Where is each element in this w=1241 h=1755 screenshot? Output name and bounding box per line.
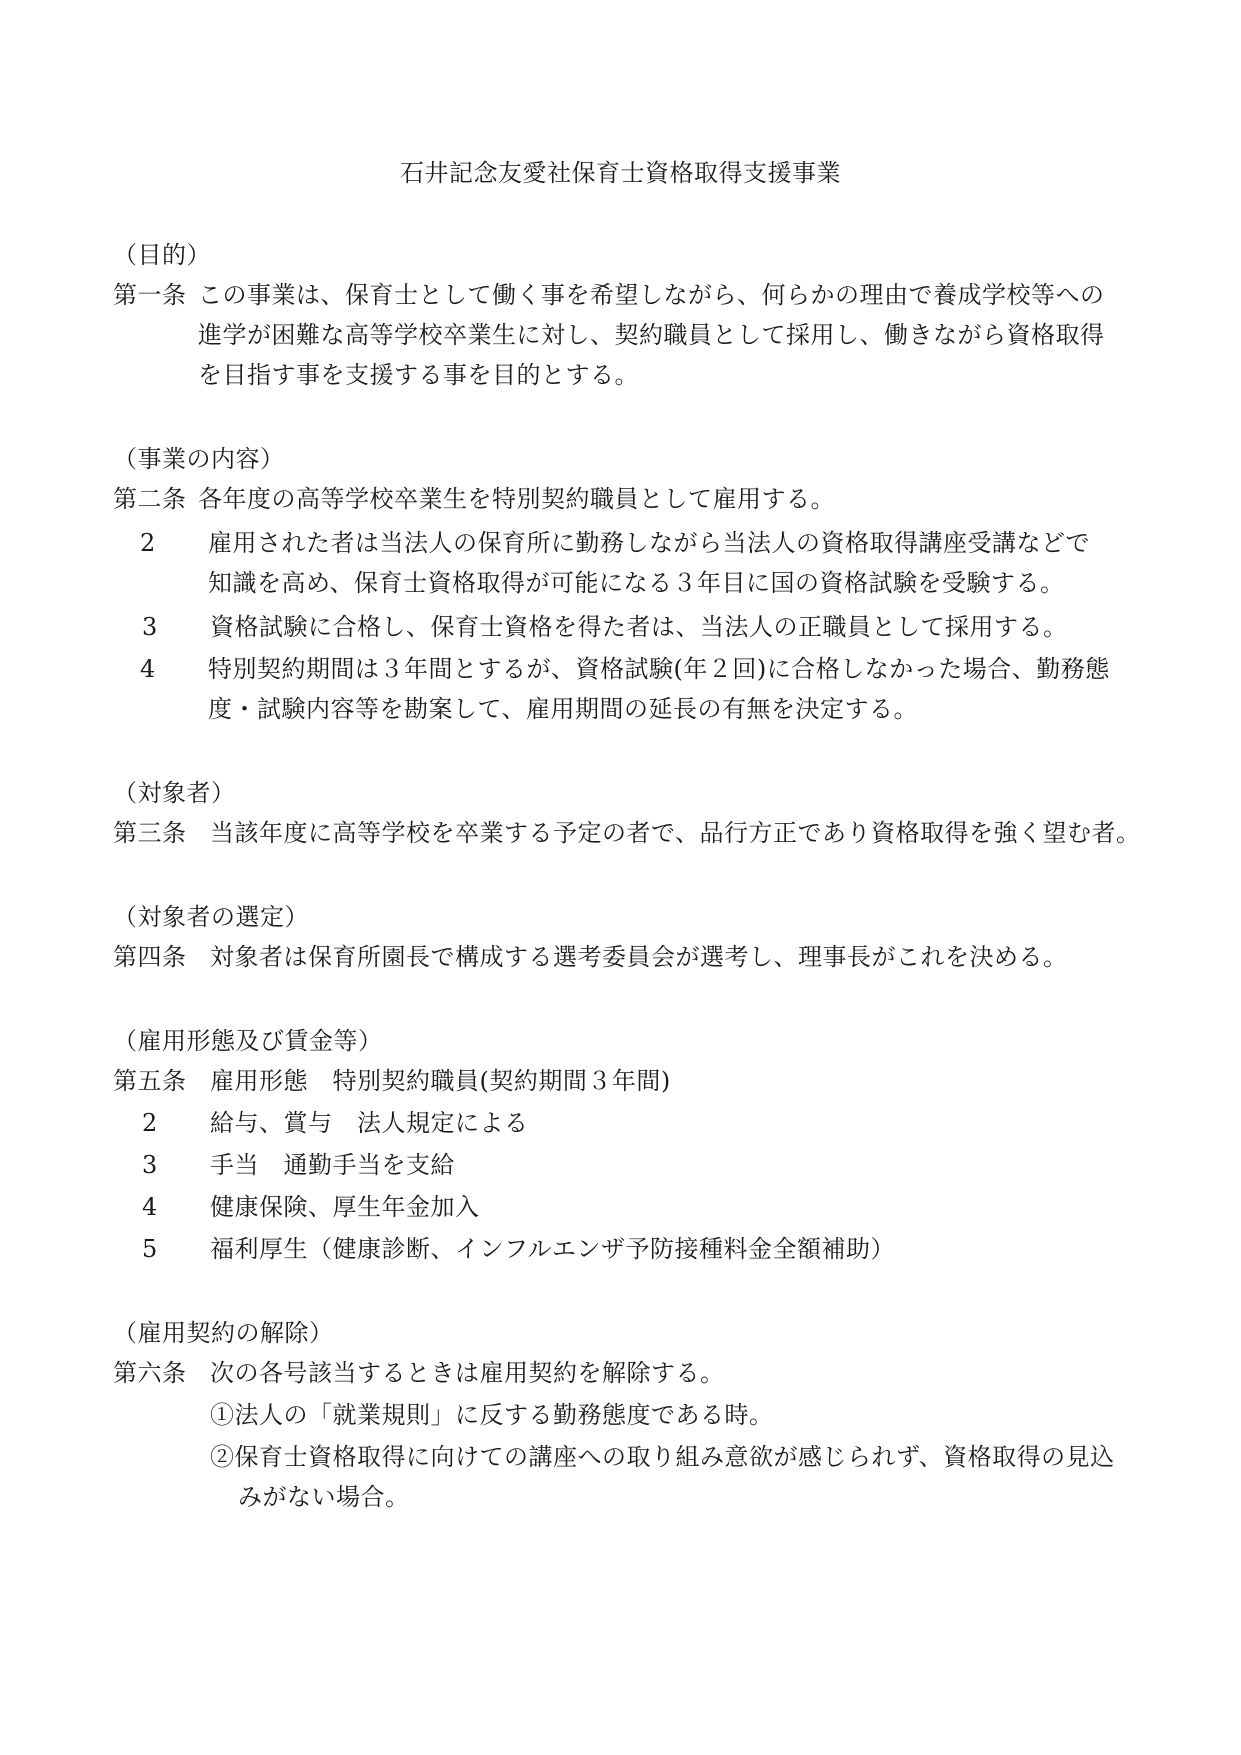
article-2-item-2-line-2: 知識を高め、保育士資格取得が可能になる３年目に国の資格試験を受験する。 — [208, 569, 1065, 597]
section-heading-selection: （対象者の選定） — [113, 903, 309, 931]
article-label-4: 第四条 — [113, 943, 187, 971]
article-1-line-1: この事業は、保育士として働く事を希望しながら、何らかの理由で養成学校等への — [198, 281, 1105, 309]
section-heading-target: （対象者） — [113, 779, 236, 807]
document-title: 石井記念友愛社保育士資格取得支援事業 — [400, 159, 841, 187]
article-label-6: 第六条 — [113, 1359, 187, 1387]
item-number: 2 — [142, 1109, 158, 1137]
item-number: 2 — [140, 529, 156, 557]
item-number: 4 — [140, 655, 156, 683]
article-label-3: 第三条 — [113, 819, 187, 847]
article-label-2: 第二条 — [113, 485, 187, 513]
article-3-line-1: 当該年度に高等学校を卒業する予定の者で、品行方正であり資格取得を強く望む者。 — [210, 819, 1141, 847]
section-heading-employment: （雇用形態及び賃金等） — [113, 1027, 383, 1055]
article-label-1: 第一条 — [113, 281, 187, 309]
item-number: 3 — [142, 613, 158, 641]
article-5-item-3: 手当 通勤手当を支給 — [210, 1151, 455, 1179]
article-5-item-5: 福利厚生（健康診断、インフルエンザ予防接種料金全額補助） — [210, 1235, 896, 1263]
section-heading-purpose: （目的） — [113, 241, 211, 269]
article-2-line-1: 各年度の高等学校卒業生を特別契約職員として雇用する。 — [198, 485, 835, 513]
article-5-item-4: 健康保険、厚生年金加入 — [210, 1193, 480, 1221]
item-number: 4 — [142, 1193, 158, 1221]
article-5-line-1: 雇用形態 特別契約職員(契約期間３年間) — [210, 1067, 671, 1095]
article-1-line-2: 進学が困難な高等学校卒業生に対し、契約職員として採用し、働きながら資格取得 — [198, 321, 1105, 349]
article-6-sub-item-2-line-1: ②保育士資格取得に向けての講座への取り組み意欲が感じられず、資格取得の見込 — [210, 1443, 1115, 1471]
item-number: 5 — [142, 1235, 158, 1263]
article-label-5: 第五条 — [113, 1067, 187, 1095]
article-6-line-1: 次の各号該当するときは雇用契約を解除する。 — [210, 1359, 725, 1387]
article-4-line-1: 対象者は保育所園長で構成する選考委員会が選考し、理事長がこれを決める。 — [210, 943, 1068, 971]
item-number: 3 — [142, 1151, 158, 1179]
article-2-item-2-line-1: 雇用された者は当法人の保育所に勤務しながら当法人の資格取得講座受講などで — [208, 529, 1090, 557]
article-2-item-4-line-2: 度・試験内容等を勘案して、雇用期間の延長の有無を決定する。 — [208, 695, 919, 723]
article-2-item-3-line-1: 資格試験に合格し、保育士資格を得た者は、当法人の正職員として採用する。 — [210, 613, 1068, 641]
article-6-sub-item-1: ①法人の「就業規則」に反する勤務態度である時。 — [210, 1401, 774, 1429]
article-5-item-2: 給与、賞与 法人規定による — [210, 1109, 529, 1137]
section-heading-termination: （雇用契約の解除） — [113, 1319, 334, 1347]
section-heading-content: （事業の内容） — [113, 445, 285, 473]
article-1-line-3: を目指す事を支援する事を目的とする。 — [198, 361, 639, 389]
article-2-item-4-line-1: 特別契約期間は３年間とするが、資格試験(年２回)に合格しなかった場合、勤務態 — [208, 655, 1110, 683]
article-6-sub-item-2-line-2: みがない場合。 — [238, 1483, 410, 1511]
